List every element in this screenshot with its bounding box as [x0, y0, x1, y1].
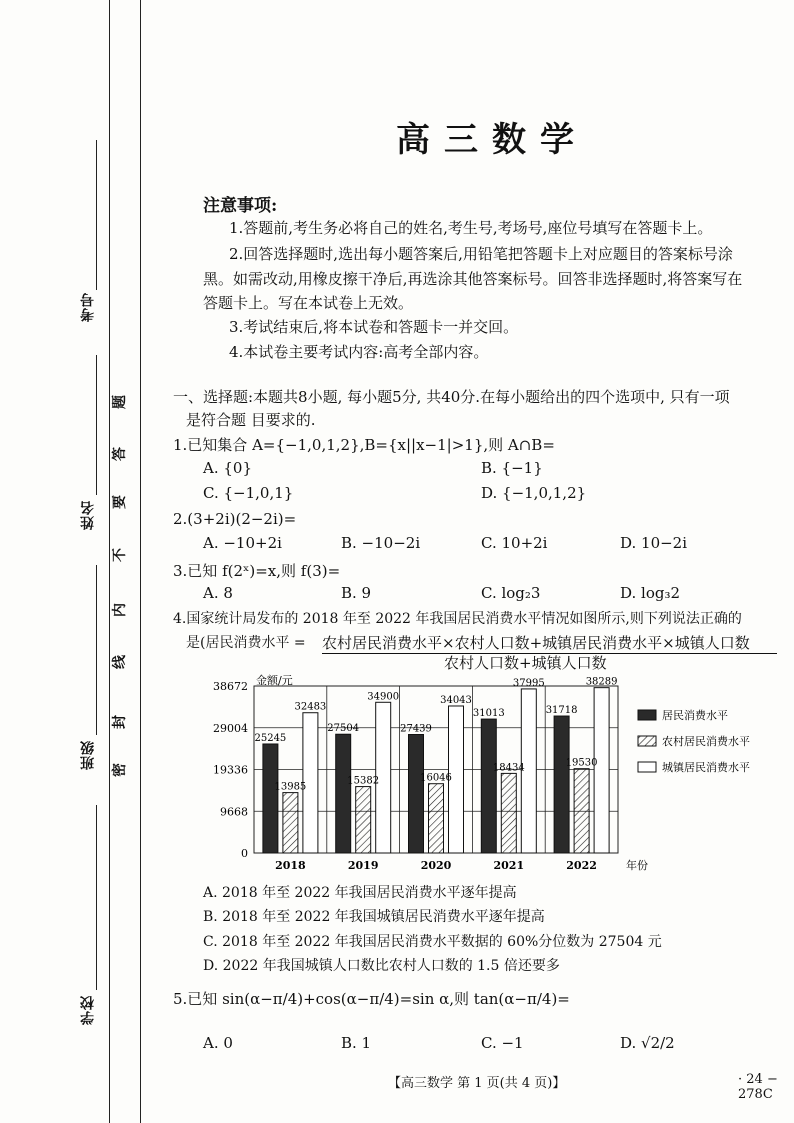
- q4-fraction-denominator: 农村人口数+城镇人口数: [444, 654, 607, 672]
- q5-stem: 5.已知 sin(α−π/4)+cos(α−π/4)=sin α,则 tan(α−π/4)=: [173, 990, 570, 1008]
- seal-char-3: 线: [112, 655, 128, 669]
- bar-outline: [594, 688, 609, 853]
- q2-option-b: B. −10−2i: [341, 534, 421, 552]
- bar-hatched: [501, 773, 516, 853]
- q3-option-b: B. 9: [341, 584, 372, 602]
- x-tick-label: 2020: [420, 859, 452, 872]
- q3-option-a: A. 8: [203, 584, 233, 602]
- notice-item-2c: 答题卡上。写在本试卷上无效。: [203, 294, 414, 312]
- q5-option-c: C. −1: [481, 1034, 524, 1052]
- name-underline: [96, 355, 97, 495]
- x-tick-label: 2018: [275, 859, 306, 872]
- q5-option-a: A. 0: [203, 1034, 233, 1052]
- y-axis-label: 金额/元: [256, 674, 293, 687]
- bar-hatched: [429, 784, 444, 853]
- q4-option-d: D. 2022 年我国城镇人口数比农村人口数的 1.5 倍还要多: [203, 958, 560, 974]
- bar-hatched: [283, 793, 298, 853]
- q1-option-a: A. {0}: [203, 459, 252, 477]
- bar-value-label: 27439: [400, 723, 432, 735]
- q2-option-a: A. −10+2i: [203, 534, 282, 552]
- y-tick-label: 38672: [213, 680, 248, 693]
- seal-char-7: 答: [112, 447, 128, 461]
- bar-value-label: 32483: [294, 701, 327, 713]
- bar-value-label: 19530: [565, 757, 598, 769]
- y-tick-label: 9668: [220, 805, 248, 819]
- margin-line-inner: [140, 0, 141, 1123]
- notice-item-3: 3.考试结束后,将本试卷和答题卡一并交回。: [229, 318, 519, 336]
- page-footer: 【高三数学 第 1 页(共 4 页)】: [388, 1076, 566, 1091]
- notice-item-2b: 黑。如需改动,用橡皮擦干净后,再选涂其他答案标号。回答非选择题时,将答案写在: [203, 270, 743, 288]
- legend-swatch-hatched: [638, 736, 656, 746]
- exam-no-label: 考号: [80, 292, 96, 322]
- q1-option-b: B. {−1}: [481, 459, 543, 477]
- legend-label: 居民消费水平: [662, 709, 728, 722]
- school-underline: [96, 805, 97, 990]
- q4-option-c: C. 2018 年至 2022 年我国居民消费水平数据的 60%分位数为 27504 元: [203, 934, 662, 950]
- class-label: 班级: [80, 740, 96, 770]
- seal-char-4: 内: [112, 603, 128, 617]
- legend-swatch-outline: [638, 762, 656, 772]
- seal-char-5: 不: [112, 548, 128, 562]
- bar-value-label: 31013: [472, 708, 505, 720]
- bar-value-label: 34043: [440, 694, 472, 706]
- name-label: 姓名: [80, 500, 96, 530]
- q3-stem: 3.已知 f(2ˣ)=x,则 f(3)=: [173, 562, 341, 580]
- notice-item-2: 2.回答选择题时,选出每小题答案后,用铅笔把答题卡上对应题目的答案标号涂: [229, 245, 733, 263]
- q1-option-d: D. {−1,0,1,2}: [481, 484, 587, 502]
- seal-char-2: 封: [112, 715, 128, 729]
- q2-stem: 2.(3+2i)(2−2i)=: [173, 510, 297, 528]
- bar-value-label: 34900: [367, 691, 400, 703]
- q2-option-d: D. 10−2i: [620, 534, 688, 552]
- legend-swatch-solid: [638, 710, 656, 720]
- y-tick-label: 0: [241, 847, 248, 860]
- section-heading-2: 是符合题 目要求的.: [186, 411, 316, 429]
- bar-value-label: 27504: [327, 723, 360, 735]
- q5-option-b: B. 1: [341, 1034, 372, 1052]
- bar-solid: [263, 744, 278, 853]
- q4-option-a: A. 2018 年至 2022 年我国居民消费水平逐年提高: [203, 885, 517, 901]
- legend-label: 农村居民消费水平: [662, 735, 750, 748]
- bar-solid: [554, 716, 569, 853]
- bar-hatched: [574, 769, 589, 853]
- q4-stem-2: 是(居民消费水平 =: [186, 635, 306, 651]
- page-footer-code: · 24 − 278C: [738, 1072, 778, 1102]
- bar-hatched: [356, 787, 371, 853]
- q1-option-c: C. {−1,0,1}: [203, 484, 294, 502]
- bar-value-label: 16046: [420, 772, 452, 784]
- exam-no-underline: [96, 140, 97, 290]
- bar-value-label: 15382: [347, 775, 380, 787]
- q1-stem: 1.已知集合 A={−1,0,1,2},B={x||x−1|>1},则 A∩B=: [173, 436, 555, 454]
- bar-solid: [409, 735, 424, 853]
- notice-item-4: 4.本试卷主要考试内容:高考全部内容。: [229, 343, 489, 361]
- notice-item-1: 1.答题前,考生务必将自己的姓名,考生号,考场号,座位号填写在答题卡上。: [229, 219, 713, 237]
- seal-char-6: 要: [112, 495, 128, 509]
- bar-solid: [336, 734, 351, 853]
- school-label: 学校: [80, 995, 96, 1025]
- section-heading: 一、选择题:本题共8小题, 每小题5分, 共40分.在每小题给出的四个选项中, 只有一项: [173, 388, 730, 406]
- bar-value-label: 13985: [274, 781, 307, 793]
- x-tick-label: 2021: [493, 859, 525, 872]
- q2-option-c: C. 10+2i: [481, 534, 548, 552]
- legend-label: 城镇居民消费水平: [662, 761, 750, 774]
- seal-char-1: 密: [112, 763, 128, 777]
- x-tick-label: 2019: [347, 859, 379, 872]
- x-axis-label: 年份: [626, 859, 648, 872]
- bar-solid: [481, 719, 496, 853]
- seal-char-8: 题: [112, 395, 128, 409]
- q4-stem-1: 4.国家统计局发布的 2018 年至 2022 年我国居民消费水平情况如图所示,则下列说法正确的: [173, 611, 742, 627]
- notice-heading: 注意事项:: [203, 196, 278, 216]
- bar-value-label: 38289: [585, 676, 618, 688]
- q3-option-c: C. log₂3: [481, 584, 541, 602]
- q4-fraction-numerator: 农村居民消费水平×农村人口数+城镇居民消费水平×城镇人口数: [322, 632, 777, 654]
- bar-value-label: 31718: [545, 705, 578, 717]
- y-tick-label: 19336: [213, 763, 248, 777]
- bar-value-label: 18434: [492, 762, 525, 774]
- q4-option-b: B. 2018 年至 2022 年我国城镇居民消费水平逐年提高: [203, 909, 545, 925]
- x-tick-label: 2022: [566, 859, 597, 872]
- q3-option-d: D. log₃2: [620, 584, 681, 602]
- consumption-bar-chart: [206, 668, 786, 883]
- bar-value-label: 37995: [512, 677, 545, 689]
- y-tick-label: 29004: [213, 721, 248, 735]
- bar-value-label: 25245: [254, 732, 287, 744]
- q5-option-d: D. √2/2: [620, 1034, 675, 1052]
- page-title: 高三数学: [396, 120, 588, 160]
- class-underline: [96, 565, 97, 735]
